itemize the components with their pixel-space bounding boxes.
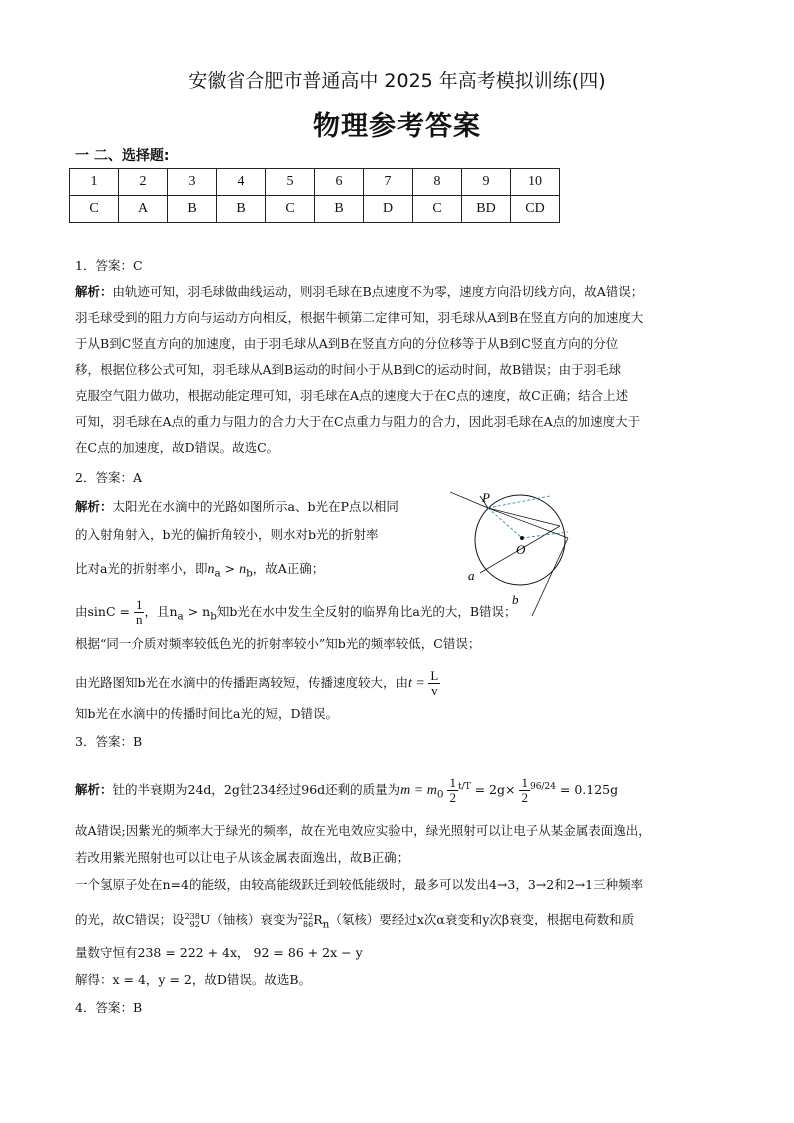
fraction (134, 598, 145, 627)
table-cell: 4 (217, 169, 266, 196)
label-P: P (482, 490, 490, 505)
table-cell: A (119, 196, 168, 223)
q1-line (75, 284, 643, 300)
nuclide-index (185, 913, 200, 929)
answer-table (69, 168, 560, 223)
denominator: n (135, 612, 143, 627)
q2-text: 太阳光在水滴中的光路如图所示a、b光在P点以相同 (112, 499, 399, 514)
math-op: > (220, 561, 240, 576)
numerator: 1 (521, 775, 528, 790)
q2-line (75, 561, 324, 582)
table-cell: 5 (266, 169, 315, 196)
table-cell: B (315, 196, 364, 223)
exponent-den: 24 (544, 781, 556, 792)
table-cell: 3 (168, 169, 217, 196)
q2-line (75, 669, 440, 698)
math-m: m = m (400, 783, 437, 798)
table-cell: B (217, 196, 266, 223)
answer-table-number-row (70, 169, 560, 196)
q3-text: 的光，故C错误；设 (75, 912, 185, 927)
math-result: = 0.125g (555, 782, 619, 797)
label-a: a (468, 568, 475, 583)
table-cell: 6 (315, 169, 364, 196)
q2-text: 知b光在水中发生全反射的临界角比a光的大，B错误； (216, 604, 517, 619)
atomic-number: 86 (303, 919, 314, 929)
table-cell: C (70, 196, 119, 223)
mass-number: 222 (297, 911, 314, 921)
table-cell: 10 (511, 169, 560, 196)
math-sub: a (214, 567, 221, 580)
q2-line: 的入射角射入，b光的偏折角较小，则水对b光的折射率 (75, 527, 379, 542)
q1-line: 克服空气阻力做功，根据动能定理可知，羽毛球在A点的速度大于在C点的速度，故C正确；结合上述 (75, 388, 629, 403)
q3-line: 量数守恒有238 = 222 + 4x， 92 = 86 + 2x − y (75, 945, 363, 960)
label-b: b (512, 592, 519, 607)
math-op: = 2g× (470, 782, 516, 797)
q2-text: ，故A正确； (252, 561, 325, 576)
q3-line (75, 776, 618, 805)
fraction (428, 669, 440, 698)
q1-line: 羽毛球受到的阻力方向与运动方向相反，根据牛顿第二定律可知，羽毛球从A到B在竖直方向的加速度大 (75, 310, 644, 325)
denominator: 2 (449, 790, 456, 805)
raindrop-light-path-figure (450, 488, 590, 628)
numerator: 1 (449, 775, 456, 790)
q1-text: 由轨迹可知，羽毛球做曲线运动，则羽毛球在B点速度不为零，速度方向沿切线方向，故A错误； (112, 284, 644, 299)
math-sub: b (246, 567, 253, 580)
analysis-label: 解析： (75, 499, 113, 514)
math-sub: n (322, 918, 330, 931)
q2-line (75, 499, 399, 515)
q1-line: 在C点的加速度，故D错误。故选C。 (75, 440, 280, 455)
table-cell: 2 (119, 169, 168, 196)
q1-line: 于从B到C竖直方向的加速度，由于羽毛球从A到B在竖直方向的分位移等于从B到C竖直方向的分位 (75, 336, 619, 351)
q2-answer-heading: 2．答案：A (75, 470, 142, 485)
exponent: t/T (457, 781, 471, 792)
answer-table-answer-row (70, 196, 560, 223)
q3-text: 钍的半衰期为24d，2g钍234经过96d还剩的质量为 (112, 782, 401, 797)
document-subtitle: 物理参考答案 (313, 111, 481, 142)
math-sub: b (210, 610, 217, 623)
normal-dashed-line (488, 496, 550, 508)
numerator: L (430, 668, 439, 683)
table-cell: C (413, 196, 462, 223)
q1-line: 移，根据位移公式可知，羽毛球从A到B运动的时间小于从B到C的运动时间，故B错误；由于羽毛球 (75, 362, 622, 377)
q2-text: ，且n (144, 604, 178, 619)
center-point (520, 536, 524, 540)
atomic-number: 92 (189, 919, 200, 929)
q1-answer-heading: 1．答案：C (75, 258, 143, 273)
table-cell: 7 (364, 169, 413, 196)
q3-text: （氡核）要经过x次α衰变和y次β衰变，根据电荷数和质 (329, 912, 635, 927)
q4-answer-heading: 4．答案：B (75, 1000, 143, 1015)
nuclide-index (298, 913, 313, 929)
nuclide-symbol: R (313, 912, 323, 927)
table-cell: 9 (462, 169, 511, 196)
math-n: n (207, 562, 215, 577)
section-heading: 一 二、选择题: (75, 148, 170, 164)
table-cell: B (168, 196, 217, 223)
table-cell: BD (462, 196, 511, 223)
math-t: t = (408, 676, 429, 691)
table-cell: D (364, 196, 413, 223)
q3-answer-heading: 3．答案：B (75, 734, 143, 749)
document-title: 安徽省合肥市普通高中 2025 年高考模拟训练(四) (188, 70, 606, 92)
q3-line: 故A错误;因紫光的频率大于绿光的频率，故在光电效应实验中，绿光照射可以让电子从某金属表面逸出， (75, 823, 651, 838)
q2-line: 根据“同一介质对频率较低色光的折射率较小”知b光的频率较低，C错误； (75, 636, 481, 651)
mass-number: 238 (184, 911, 200, 921)
table-cell: CD (511, 196, 560, 223)
q2-line: 知b光在水滴中的传播时间比a光的短，D错误。 (75, 706, 338, 721)
analysis-label: 解析： (75, 782, 113, 797)
q2-text: 由光路图知b光在水滴中的传播距离较短，传播速度较大，由 (75, 675, 409, 690)
exponent-num: 96 (529, 781, 542, 792)
q3-line (75, 912, 634, 933)
analysis-label: 解析： (75, 284, 113, 299)
numerator: 1 (135, 597, 143, 612)
table-cell: C (266, 196, 315, 223)
q3-text: （铀核）衰变为 (210, 912, 298, 927)
q2-text: 由sinC = (75, 604, 134, 619)
q3-line: 若改用紫光照射也可以让电子从该金属表面逸出，故B正确； (75, 850, 410, 865)
math-op: > n (183, 604, 211, 619)
q2-text: 比对a光的折射率小，即 (75, 561, 208, 576)
q1-line: 可知，羽毛球在A点的重力与阻力的合力大于在C点重力与阻力的合力，因此羽毛球在A点的加速度大于 (75, 414, 641, 429)
denominator: 2 (521, 790, 528, 805)
nuclide-symbol: U (199, 912, 211, 927)
q3-line: 一个氢原子处在n=4的能级，由较高能级跃迁到较低能级时，最多可以发出4→3，3→2和2→1三种频率 (75, 877, 644, 892)
table-cell: 8 (413, 169, 462, 196)
math-sub: a (177, 610, 184, 623)
fraction-half (519, 776, 530, 805)
denominator: v (431, 683, 438, 698)
label-O: O (516, 542, 526, 557)
math-n: n (239, 562, 247, 577)
exponent-den: T (464, 781, 471, 792)
table-cell: 1 (70, 169, 119, 196)
refracted-ray (488, 508, 560, 526)
exponent-num: t (457, 781, 462, 792)
q3-line: 解得：x = 4，y = 2，故D错误。故选B。 (75, 972, 312, 987)
fraction-half (447, 776, 458, 805)
ray-b (532, 538, 568, 616)
math-sub: 0 (436, 788, 444, 801)
exponent: 96/24 (529, 781, 556, 792)
